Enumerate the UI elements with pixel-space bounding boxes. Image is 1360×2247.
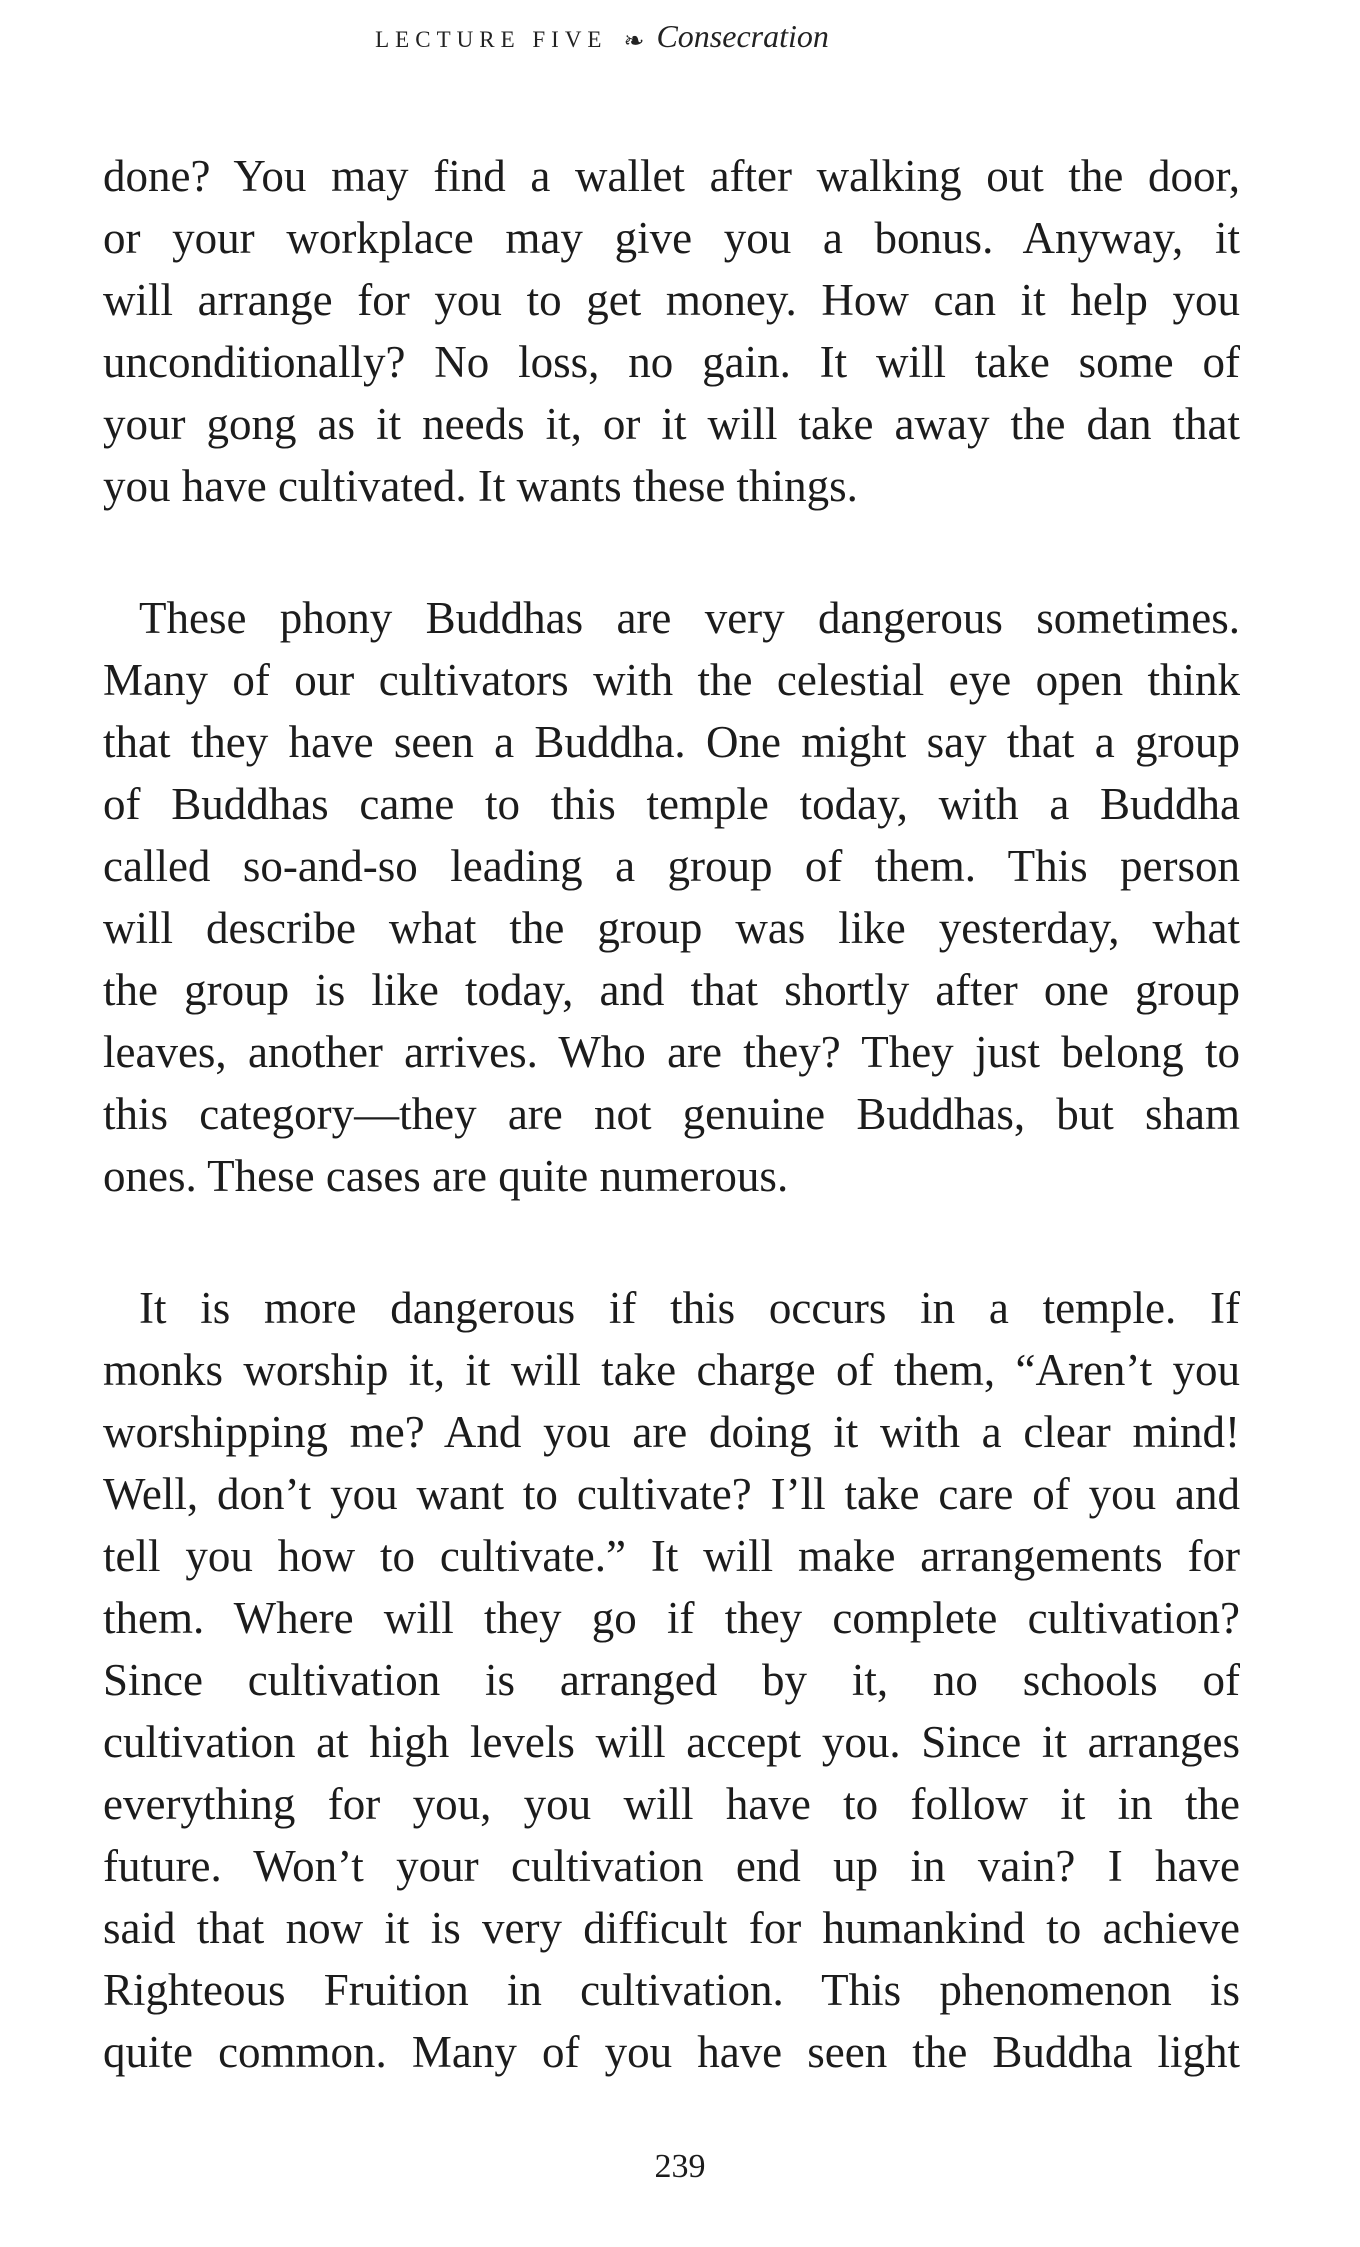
text-line: ones. These cases are quite numerous. [103, 1151, 789, 1201]
text-line: said that now it is very difficult for humankind to achieve [103, 1903, 1240, 1953]
text-line: worshipping me? And you are doing it with a clear mind! [103, 1407, 1240, 1457]
text-line: this category—they are not genuine Buddhas, but sham [103, 1089, 1240, 1139]
text-block [103, 145, 1240, 2083]
text-line: of Buddhas came to this temple today, with a Buddha [103, 779, 1240, 829]
text-line: future. Won’t your cultivation end up in vain? I have [103, 1841, 1240, 1891]
text-line: Many of our cultivators with the celestial eye open think [103, 655, 1240, 705]
text-line: unconditionally? No loss, no gain. It will take some of [103, 337, 1240, 387]
text-line: quite common. Many of you have seen the Buddha light [103, 2027, 1240, 2077]
paragraph [103, 145, 1240, 517]
text-line: Righteous Fruition in cultivation. This phenomenon is [103, 1965, 1240, 2015]
running-header [0, 18, 1282, 55]
page-number: 239 [654, 2148, 706, 2185]
text-line: the group is like today, and that shortly after one group [103, 965, 1240, 1015]
hedera-leaf-ornament-icon: ❧ [623, 26, 645, 55]
text-line: that they have seen a Buddha. One might say that a group [103, 717, 1240, 767]
lecture-label: LECTURE FIVE [375, 27, 608, 52]
text-line: cultivation at high levels will accept you. Since it arranges [103, 1717, 1240, 1767]
text-line: tell you how to cultivate.” It will make arrangements for [103, 1531, 1240, 1581]
text-line: These phony Buddhas are very dangerous sometimes. [139, 593, 1240, 643]
text-line: Since cultivation is arranged by it, no schools of [103, 1655, 1240, 1705]
text-line: you have cultivated. It wants these things. [103, 461, 858, 511]
text-line: It is more dangerous if this occurs in a temple. If [139, 1283, 1240, 1333]
paragraph [103, 1277, 1240, 2083]
text-line: Well, don’t you want to cultivate? I’ll take care of you and [103, 1469, 1240, 1519]
text-line: will describe what the group was like yesterday, what [103, 903, 1240, 953]
text-line: done? You may find a wallet after walking out the door, [103, 151, 1240, 201]
text-line: will arrange for you to get money. How can it help you [103, 275, 1240, 325]
text-line: leaves, another arrives. Who are they? They just belong to [103, 1027, 1240, 1077]
text-line: called so-and-so leading a group of them. This person [103, 841, 1240, 891]
paragraph [103, 587, 1240, 1207]
text-line: everything for you, you will have to follow it in the [103, 1779, 1240, 1829]
text-line: them. Where will they go if they complete cultivation? [103, 1593, 1240, 1643]
text-line: monks worship it, it will take charge of them, “Aren’t you [103, 1345, 1240, 1395]
chapter-title: Consecration [656, 18, 829, 54]
text-line: or your workplace may give you a bonus. Anyway, it [103, 213, 1240, 263]
text-line: your gong as it needs it, or it will take away the dan that [103, 399, 1240, 449]
